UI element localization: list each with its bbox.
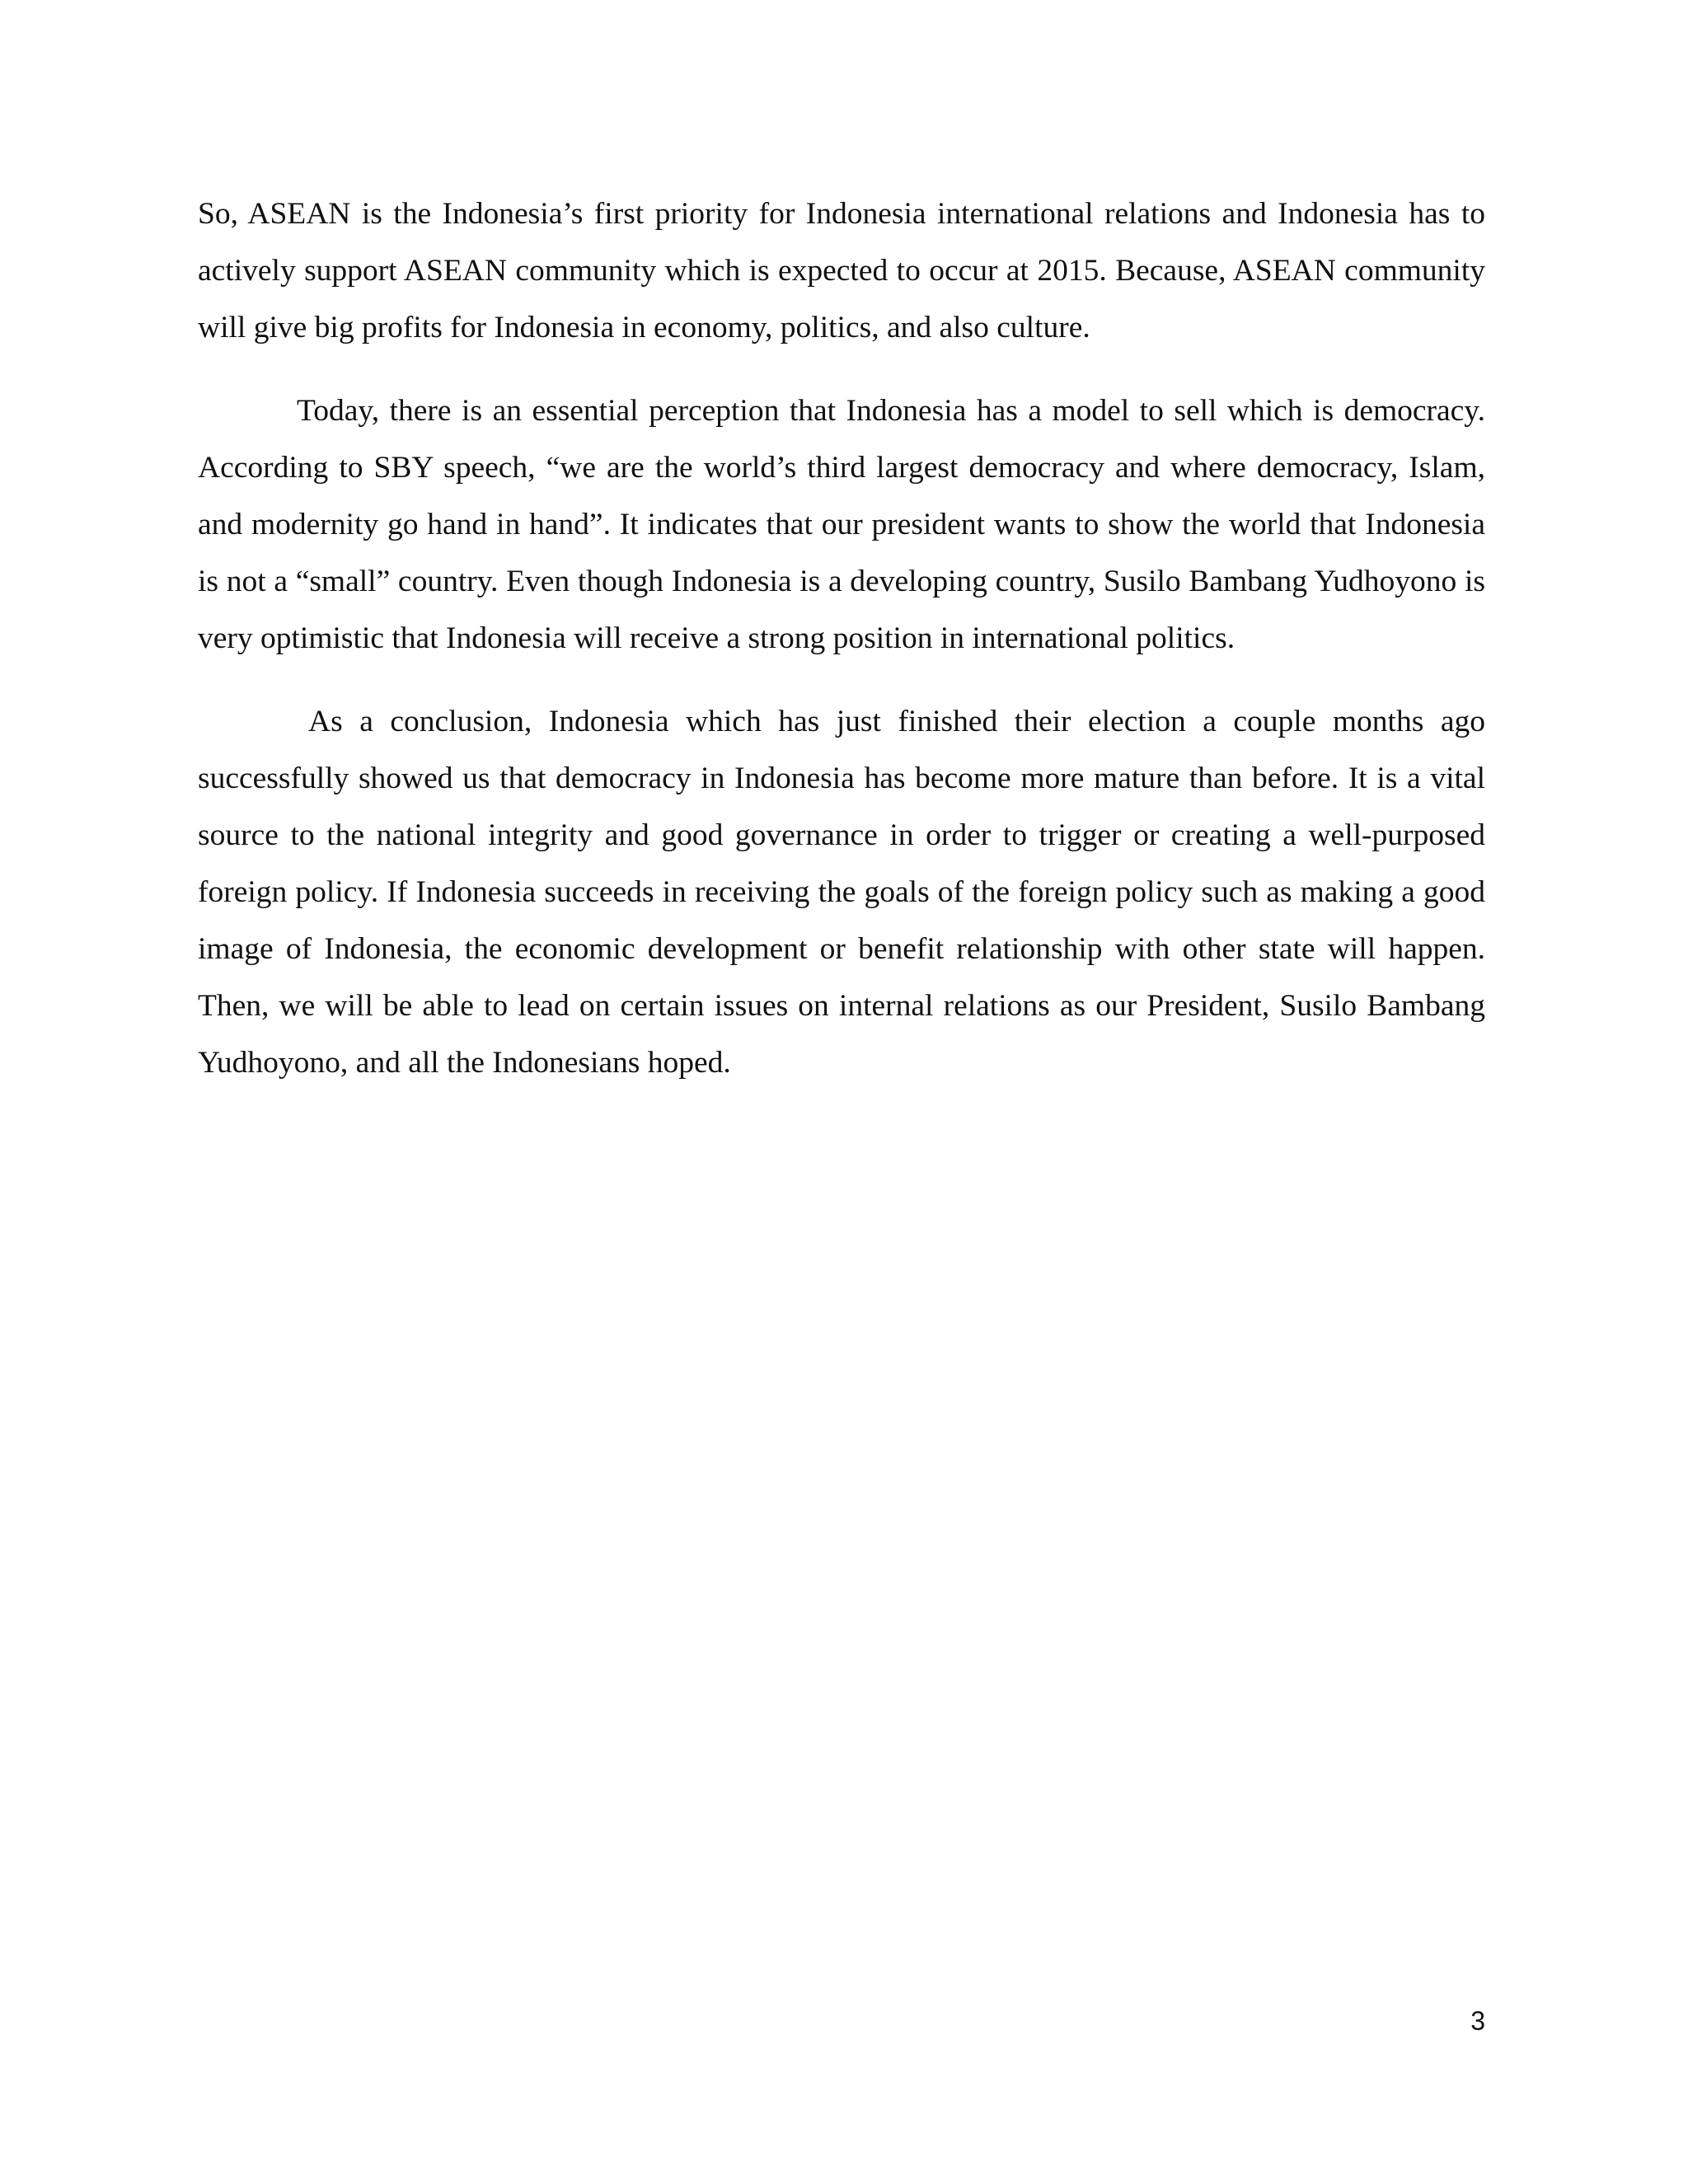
paragraph-asean-priority: So, ASEAN is the Indonesia’s first priority for Indonesia international relations and Indonesia has to actively support ASEAN community which is expected to occur at 2015. Because, ASEAN community will give big profits for Indonesia in economy, politics, and also culture. bbox=[198, 197, 1485, 344]
paragraph-conclusion: As a conclusion, Indonesia which has just finished their election a couple months ago successfully showed us that democracy in Indonesia has become more mature than before. It is a vital source to the national integrity and good governance in order to trigger or creating a well-purposed foreign policy. If Indonesia succeeds in receiving the goals of the foreign policy such as making a good image of Indonesia, the economic development or benefit relationship with other state will happen. Then, we will be able to lead on certain issues on internal relations as our President, Susilo Bambang Yudhoyono, and all the Indonesians hoped. bbox=[198, 705, 1485, 1080]
page-number: 3 bbox=[1470, 2006, 1485, 2036]
paragraph-democracy-model: Today, there is an essential perception that Indonesia has a model to sell which is democracy. According to SBY speech, “we are the world’s third largest democracy and where democracy, Islam, and modernity go hand in hand”. It indicates that our president wants to show the world that Indonesia is not a “small” country. Even though Indonesia is a developing country, Susilo Bambang Yudhoyono is very optimistic that Indonesia will receive a strong position in international politics. bbox=[198, 394, 1485, 655]
document-body bbox=[198, 185, 1485, 1118]
